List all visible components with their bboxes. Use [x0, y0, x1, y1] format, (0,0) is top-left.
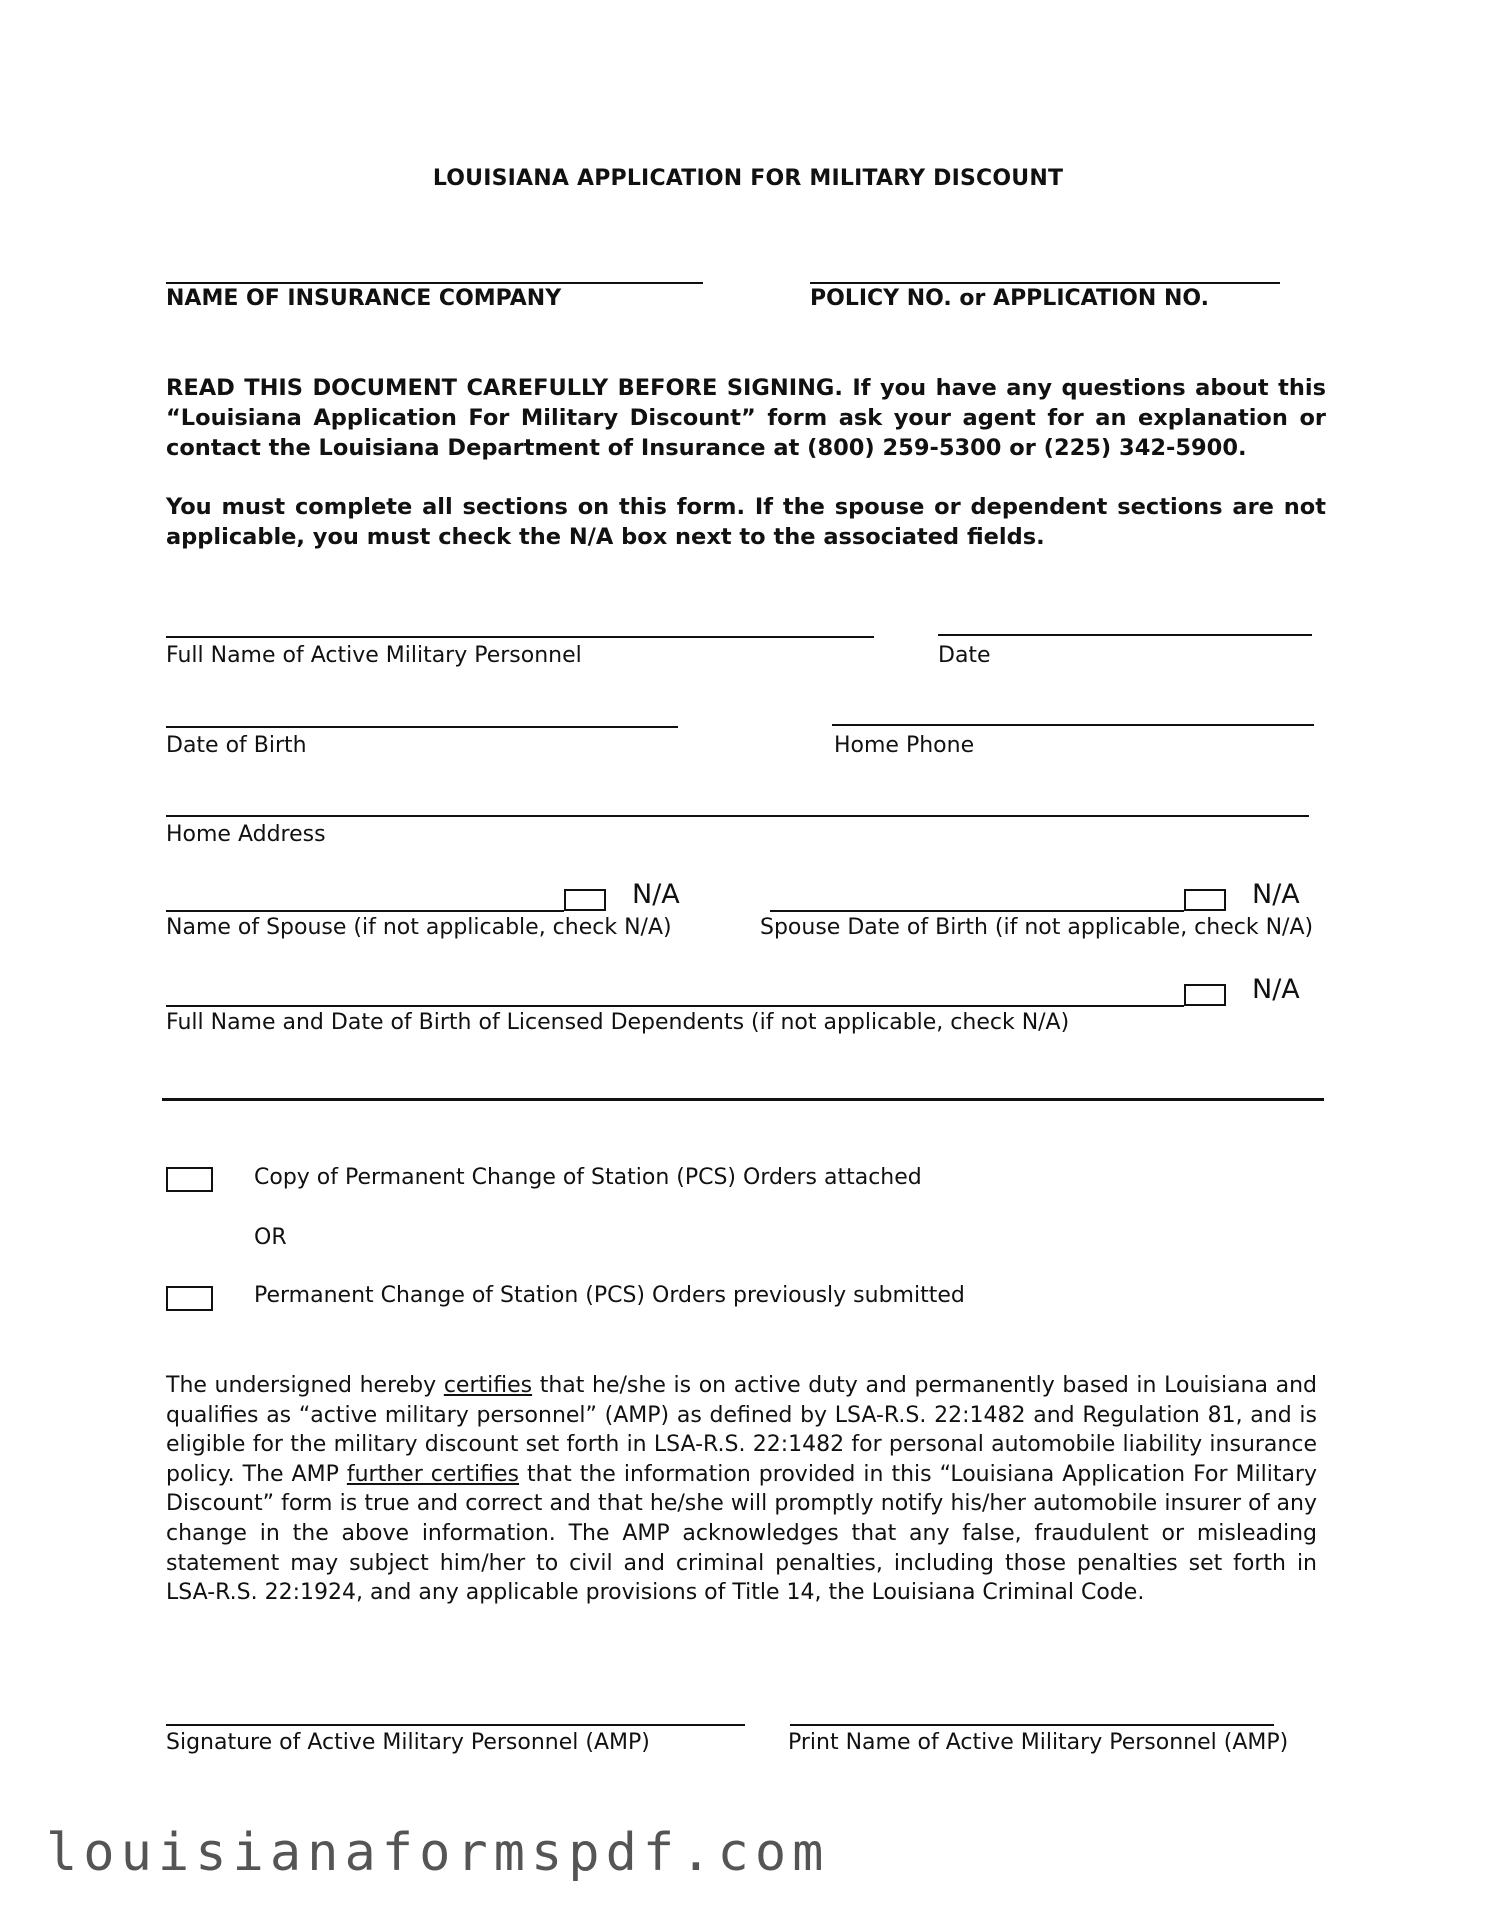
pcs-attached-checkbox[interactable]	[166, 1167, 213, 1192]
signature-line[interactable]	[166, 1724, 745, 1726]
print-name-label: Print Name of Active Military Personnel (AMP)	[788, 1730, 1289, 1755]
dependents-na-label: N/A	[1252, 974, 1300, 1005]
spouse-dob-na-label: N/A	[1252, 879, 1300, 910]
full-name-line[interactable]	[166, 636, 874, 638]
dependents-extra-line[interactable]	[162, 1098, 1324, 1101]
dob-line[interactable]	[166, 726, 678, 728]
further-certifies-underlined: further certifies	[346, 1461, 520, 1487]
dependents-label: Full Name and Date of Birth of Licensed Dependents (if not applicable, check N/A)	[166, 1010, 1070, 1035]
home-phone-label: Home Phone	[834, 733, 975, 758]
spouse-name-na-checkbox[interactable]	[564, 889, 606, 911]
home-address-label: Home Address	[166, 822, 326, 847]
pcs-submitted-label: Permanent Change of Station (PCS) Orders previously submitted	[254, 1283, 965, 1308]
spouse-dob-line[interactable]	[770, 910, 1184, 912]
watermark: louisianaformspdf.com	[46, 1823, 830, 1883]
certifies-underlined: certifies	[443, 1373, 533, 1398]
pcs-submitted-checkbox[interactable]	[166, 1286, 213, 1311]
full-name-label: Full Name of Active Military Personnel	[166, 643, 582, 668]
signature-label: Signature of Active Military Personnel (AMP)	[166, 1730, 650, 1755]
dob-label: Date of Birth	[166, 733, 307, 758]
home-address-line[interactable]	[166, 815, 1309, 817]
date-label: Date	[938, 643, 991, 668]
spouse-dob-na-checkbox[interactable]	[1184, 889, 1226, 911]
dependents-line[interactable]	[166, 1005, 1184, 1007]
form-title: LOUISIANA APPLICATION FOR MILITARY DISCOUNT	[432, 166, 1064, 191]
certification-paragraph: The undersigned hereby certifies that he/she is on active duty and permanently based in Louisiana and qualifies as “active military personnel” (AMP) as defined by LSA-R.S. 22:1482 and Regulation 81, and is eligible for the military discount set forth in LSA-R.S. 22:1482 for personal automobile liability insurance policy. The AMP further certifies that the information provided in this “Louisiana Application For Military Discount” form is true and correct and that he/she will promptly notify his/her automobile insurer of any change in the above information. The AMP acknowledges that any false, fraudulent or misleading statement may subject him/her to civil and criminal penalties, including those penalties set forth in LSA-R.S. 22:1924, and any applicable provisions of Title 14, the Louisiana Criminal Code.	[166, 1373, 1318, 1606]
company-line[interactable]	[166, 282, 703, 284]
dependents-na-checkbox[interactable]	[1184, 984, 1226, 1006]
spouse-name-label: Name of Spouse (if not applicable, check N/A)	[166, 915, 672, 940]
instructions-paragraph: READ THIS DOCUMENT CAREFULLY BEFORE SIGNING. If you have any questions about this “Louisiana Application For Military Discount” form ask your agent for an explanation or contact the Louisiana Department of Insurance at (800) 259-5300 or (225) 342-5900.	[166, 375, 1326, 461]
company-label: NAME OF INSURANCE COMPANY	[166, 286, 562, 311]
policy-line[interactable]	[810, 282, 1280, 284]
home-phone-line[interactable]	[832, 724, 1314, 726]
or-label: OR	[254, 1225, 287, 1250]
date-line[interactable]	[938, 634, 1312, 636]
spouse-dob-label: Spouse Date of Birth (if not applicable, check N/A)	[760, 915, 1314, 940]
print-name-line[interactable]	[790, 1724, 1274, 1726]
policy-label: POLICY NO. or APPLICATION NO.	[810, 286, 1209, 311]
pcs-attached-label: Copy of Permanent Change of Station (PCS) Orders attached	[254, 1165, 922, 1190]
completion-instructions: You must complete all sections on this form. If the spouse or dependent sections are not applicable, you must check the N/A box next to the associated fields.	[166, 494, 1326, 550]
spouse-name-line[interactable]	[166, 910, 564, 912]
spouse-name-na-label: N/A	[632, 879, 680, 910]
